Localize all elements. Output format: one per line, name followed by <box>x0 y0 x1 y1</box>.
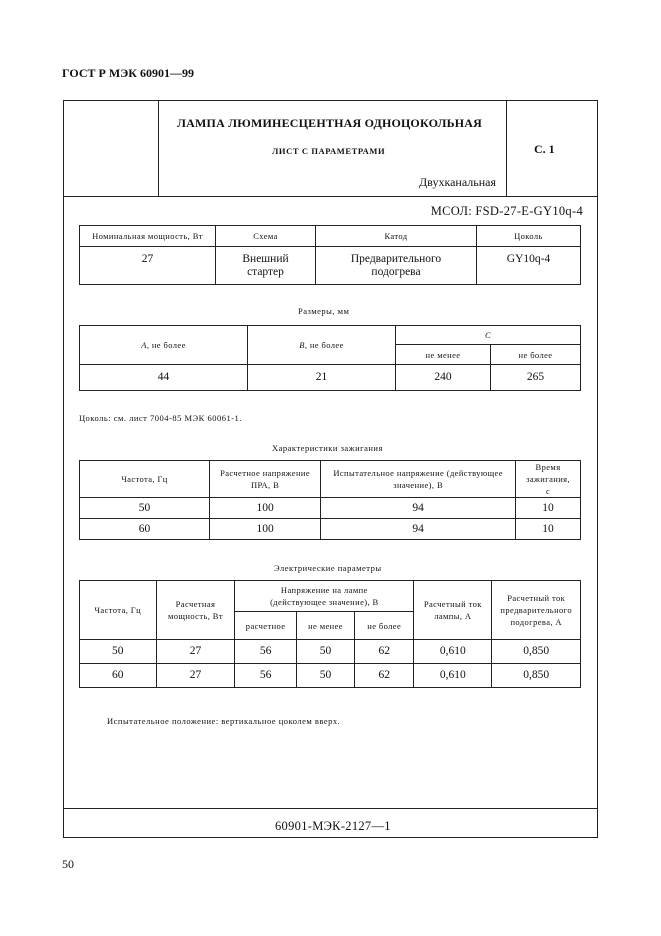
table-row <box>80 519 581 540</box>
page-number: 50 <box>62 857 74 871</box>
sheet-subtitle: ЛИСТ С ПАРАМЕТРАМИ <box>272 146 386 156</box>
el-r1-current: 0,610 <box>414 640 492 664</box>
header-power: Номинальная мощность, Вт <box>80 226 216 247</box>
titleblock-bottom-line <box>64 196 597 197</box>
ign-r1-freq: 50 <box>80 498 210 519</box>
cell-power: 27 <box>80 247 216 285</box>
value-a: 44 <box>80 365 248 391</box>
sheet-footer-code: 60901-МЭК-2127—1 <box>275 819 391 833</box>
el-r2-v-min: 50 <box>296 664 354 688</box>
header-test-voltage: Испытательное напряжение (действующее значение), В <box>321 461 516 498</box>
table-row <box>80 640 581 664</box>
ign-r2-test: 94 <box>321 519 516 540</box>
electrical-caption: Электрические параметры <box>274 563 382 573</box>
header-a: A, не более <box>80 326 248 365</box>
ign-r1-time: 10 <box>516 498 581 519</box>
header-c-min: не менее <box>396 345 491 365</box>
header-el-preheat: Расчетный ток предварительного подогрева, А <box>492 581 581 640</box>
standard-header: ГОСТ Р МЭК 60901—99 <box>62 66 194 80</box>
cell-scheme: Внешний стартер <box>216 247 316 285</box>
el-r2-v-rated: 56 <box>235 664 296 688</box>
titleblock-left-divider <box>158 101 159 196</box>
lamp-type: Двухканальная <box>419 175 496 189</box>
el-r1-v-rated: 56 <box>235 640 296 664</box>
ignition-caption: Характеристики зажигания <box>272 443 383 453</box>
header-el-power: Расчетная мощность, Вт <box>156 581 235 640</box>
value-b: 21 <box>248 365 396 391</box>
value-c-max: 265 <box>491 365 581 391</box>
el-r2-v-max: 62 <box>355 664 414 688</box>
el-r2-freq: 60 <box>80 664 157 688</box>
header-scheme: Схема <box>216 226 316 247</box>
sizes-table <box>79 325 581 391</box>
header-el-v-rated: расчетное <box>235 612 296 640</box>
cap-note: Цоколь: см. лист 7004-85 МЭК 60061-1. <box>79 413 242 423</box>
header-el-frequency: Частота, Гц <box>80 581 157 640</box>
test-position-note: Испытательное положение: вертикальное цоколем вверх. <box>107 716 341 726</box>
header-c-max: не более <box>491 345 581 365</box>
el-r2-preheat: 0,850 <box>492 664 581 688</box>
header-ignition-time: Время зажигания, с <box>516 461 581 498</box>
ign-r2-time: 10 <box>516 519 581 540</box>
sheet-title: ЛАМПА ЛЮМИНЕСЦЕНТНАЯ ОДНОЦОКОЛЬНАЯ <box>177 116 483 130</box>
sizes-caption: Размеры, мм <box>298 306 350 316</box>
header-c: C <box>396 326 581 345</box>
ign-r1-test: 94 <box>321 498 516 519</box>
cell-cathode: Предварительного подогрева <box>316 247 477 285</box>
header-el-v-max: не более <box>355 612 414 640</box>
header-b: B, не более <box>248 326 396 365</box>
header-cap: Цоколь <box>477 226 581 247</box>
cell-cap: GY10q-4 <box>477 247 581 285</box>
value-c-min: 240 <box>396 365 491 391</box>
table-row <box>80 664 581 688</box>
el-r2-current: 0,610 <box>414 664 492 688</box>
el-r1-preheat: 0,850 <box>492 640 581 664</box>
el-r1-v-max: 62 <box>355 640 414 664</box>
lamp-code: МСОЛ: FSD-27-E-GY10q-4 <box>430 204 583 218</box>
table-row <box>80 498 581 519</box>
header-cathode: Катод <box>316 226 477 247</box>
header-el-current: Расчетный ток лампы, А <box>414 581 492 640</box>
el-r2-power: 27 <box>156 664 235 688</box>
el-r1-v-min: 50 <box>296 640 354 664</box>
header-frequency: Частота, Гц <box>80 461 210 498</box>
header-ballast-voltage: Расчетное напряжение ПРА, В <box>209 461 320 498</box>
ignition-table <box>79 460 581 540</box>
footer-line <box>64 808 597 809</box>
header-el-v-min: не менее <box>296 612 354 640</box>
header-el-voltage: Напряжение на лампе (действующее значение), В <box>235 581 414 612</box>
el-r1-power: 27 <box>156 640 235 664</box>
ign-r2-freq: 60 <box>80 519 210 540</box>
ign-r1-ballast: 100 <box>209 498 320 519</box>
sheet-number: С. 1 <box>534 142 555 156</box>
el-r1-freq: 50 <box>80 640 157 664</box>
ign-r2-ballast: 100 <box>209 519 320 540</box>
electrical-table <box>79 580 581 688</box>
titleblock-right-divider <box>506 101 507 196</box>
general-table <box>79 225 581 285</box>
